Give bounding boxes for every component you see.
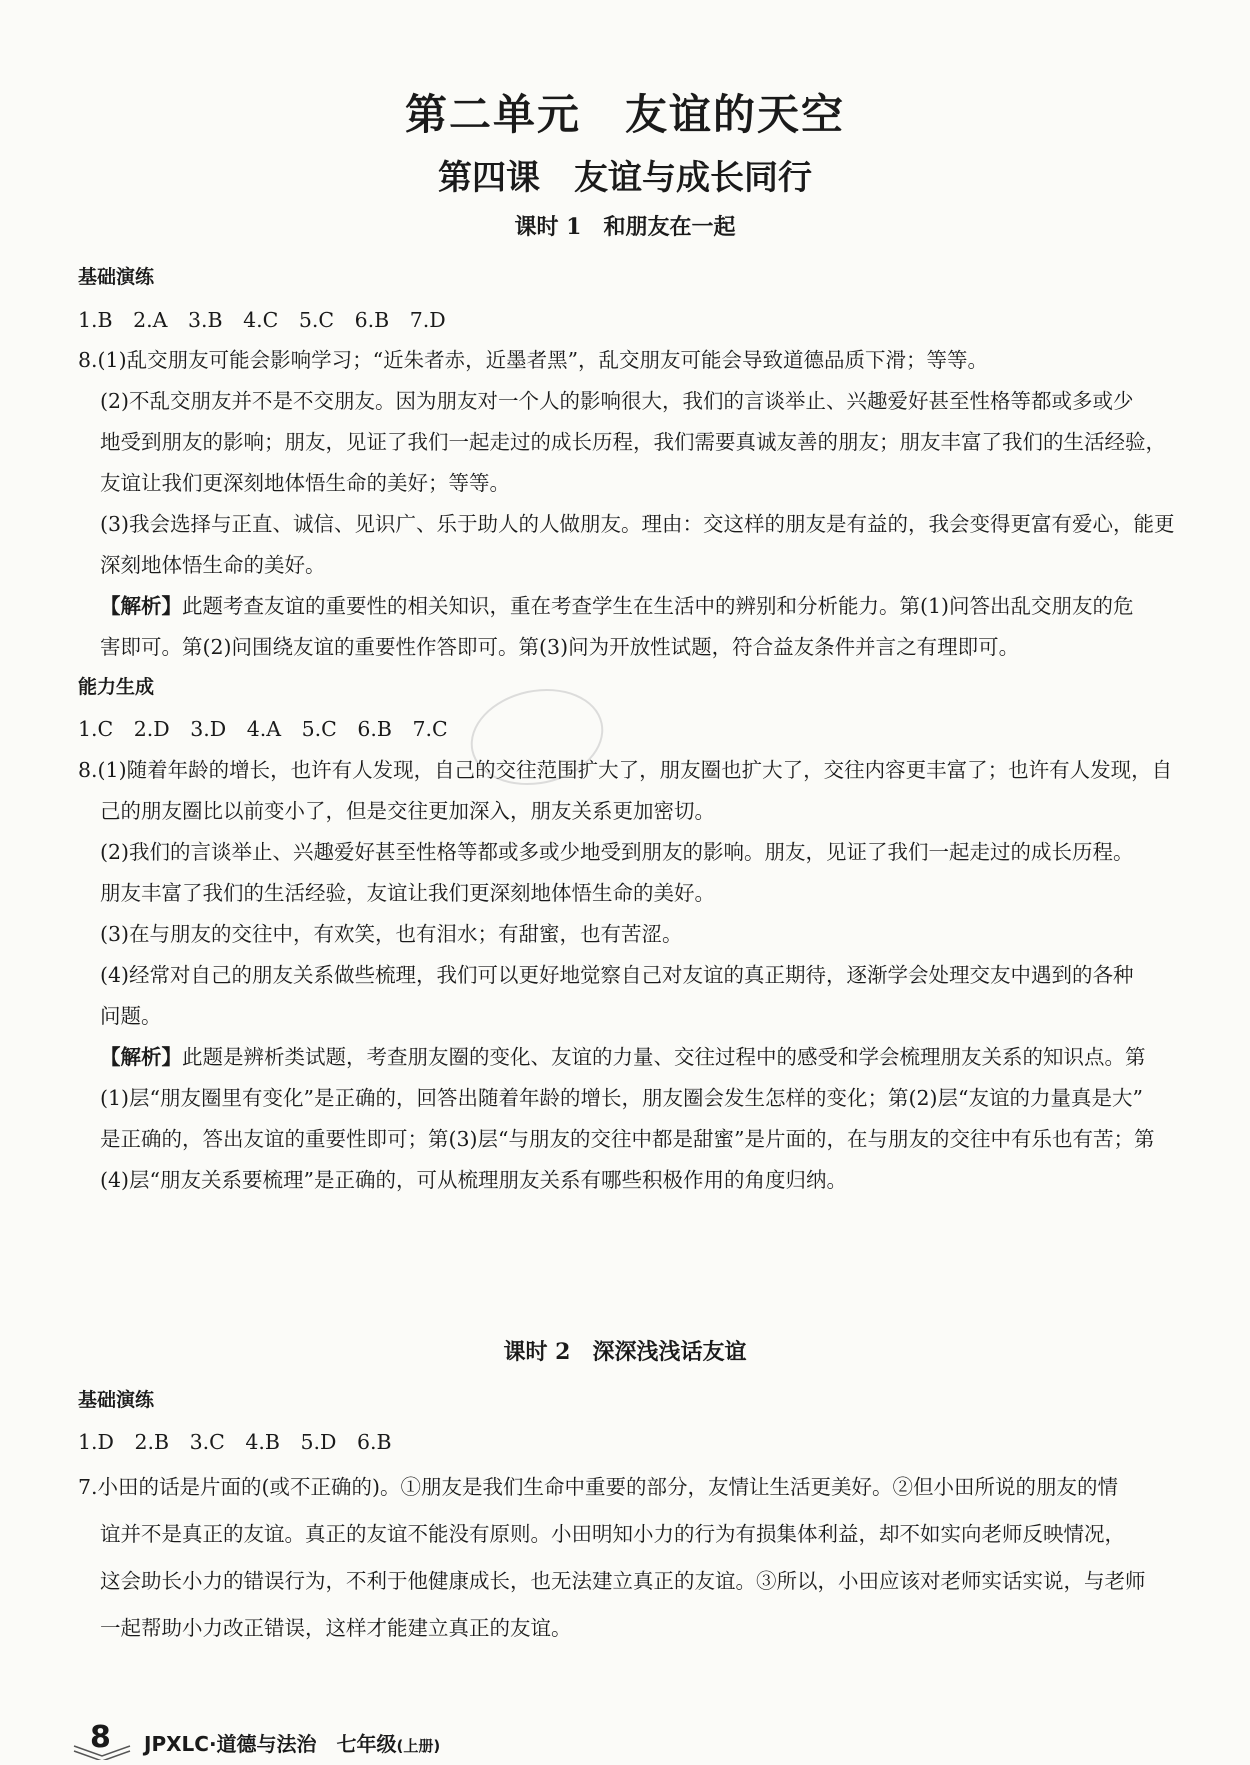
analysis-tag: 【解析】 <box>100 594 182 618</box>
p1-q8-3a: (3)我会选择与正直、诚信、见识广、乐于助人的人做朋友。理由：交这样的朋友是有益的，我会变得更富有爱心，能更 <box>100 512 1175 536</box>
page-number-badge <box>72 1720 132 1760</box>
p1-basic-choices: 1.B 2.A 3.B 4.C 5.C 6.B 7.D <box>78 308 446 332</box>
p1-analysis-b: 害即可。第(2)问围绕友谊的重要性作答即可。第(3)问为开放性试题，符合益友条件并言之有理即可。 <box>100 635 1020 659</box>
p1-a8-3: (3)在与朋友的交往中，有欢笑，也有泪水；有甜蜜，也有苦涩。 <box>100 922 683 946</box>
p1-analysis2-c: 是正确的，答出友谊的重要性即可；第(3)层“与朋友的交往中都是甜蜜”是片面的，在与朋友的交往中有乐也有苦；第 <box>100 1127 1155 1151</box>
p2-q7-d: 一起帮助小力改正错误，这样才能建立真正的友谊。 <box>100 1616 572 1640</box>
lesson-title: 第四课 友谊与成长同行 <box>438 158 812 198</box>
section-basic-1: 基础演练 <box>78 266 155 288</box>
p1-a8-2b: 朋友丰富了我们的生活经验，友谊让我们更深刻地体悟生命的美好。 <box>100 881 715 905</box>
p1-analysis-a: 【解析】此题考查友谊的重要性的相关知识，重在考查学生在生活中的辨别和分析能力。第(1)问答出乱交朋友的危 <box>100 594 1134 618</box>
period2-title: 课时 2 深深浅浅话友谊 <box>503 1339 747 1365</box>
p1-a8-4a: (4)经常对自己的朋友关系做些梳理，我们可以更好地觉察自己对友谊的真正期待，逐渐学会处理交友中遇到的各种 <box>100 963 1134 987</box>
book-title: JPXLC·道德与法治 七年级(上册) <box>144 1732 441 1756</box>
page-footer <box>72 1720 572 1760</box>
p1-q8-3b: 深刻地体悟生命的美好。 <box>100 553 326 577</box>
p2-q7-a: 7.小田的话是片面的(或不正确的)。①朋友是我们生命中重要的部分，友情让生活更美好。②但小田所说的朋友的情 <box>78 1475 1119 1499</box>
p1-q8-2a: (2)不乱交朋友并不是不交朋友。因为朋友对一个人的影响很大，我们的言谈举止、兴趣爱好甚至性格等都或多或少 <box>100 389 1134 413</box>
p1-analysis2-d: (4)层“朋友关系要梳理”是正确的，可从梳理朋友关系有哪些积极作用的角度归纳。 <box>100 1168 847 1192</box>
unit-title: 第二单元 友谊的天空 <box>404 90 845 139</box>
p1-a8-1b: 己的朋友圈比以前变小了，但是交往更加深入，朋友关系更加密切。 <box>100 799 715 823</box>
p1-analysis2-a: 【解析】此题是辨析类试题，考查朋友圈的变化、友谊的力量、交往过程中的感受和学会梳理朋友关系的知识点。第 <box>100 1045 1146 1069</box>
p1-analysis2-b: (1)层“朋友圈里有变化”是正确的，回答出随着年龄的增长，朋友圈会发生怎样的变化；第(2)层“友谊的力量真是大” <box>100 1086 1143 1110</box>
section-basic-2: 基础演练 <box>78 1389 155 1411</box>
p1-a8-2a: (2)我们的言谈举止、兴趣爱好甚至性格等都或多或少地受到朋友的影响。朋友，见证了我们一起走过的成长历程。 <box>100 840 1134 864</box>
page-number: 8 <box>90 1720 111 1755</box>
period1-title: 课时 1 和朋友在一起 <box>514 214 736 240</box>
p1-ability-choices: 1.C 2.D 3.D 4.A 5.C 6.B 7.C <box>78 717 448 741</box>
section-ability: 能力生成 <box>78 676 155 698</box>
p1-q8-2b: 地受到朋友的影响；朋友，见证了我们一起走过的成长历程，我们需要真诚友善的朋友；朋友丰富了我们的生活经验， <box>100 430 1166 454</box>
p1-q8-1: 8.(1)乱交朋友可能会影响学习；“近朱者赤，近墨者黑”，乱交朋友可能会导致道德品质下滑；等等。 <box>78 348 989 372</box>
p1-a8-1a: 8.(1)随着年龄的增长，也许有人发现，自己的交往范围扩大了，朋友圈也扩大了，交往内容更丰富了；也许有人发现，自 <box>78 758 1173 782</box>
p2-q7-b: 谊并不是真正的友谊。真正的友谊不能没有原则。小田明知小力的行为有损集体利益，却不如实向老师反映情况， <box>100 1522 1125 1546</box>
p1-a8-4b: 问题。 <box>100 1004 162 1028</box>
p2-basic-choices: 1.D 2.B 3.C 4.B 5.D 6.B <box>78 1430 392 1454</box>
p1-q8-2c: 友谊让我们更深刻地体悟生命的美好；等等。 <box>100 471 510 495</box>
p2-q7-c: 这会助长小力的错误行为，不利于他健康成长，也无法建立真正的友谊。③所以，小田应该对老师实话实说，与老师 <box>100 1569 1146 1593</box>
analysis2-tag: 【解析】 <box>100 1045 182 1069</box>
